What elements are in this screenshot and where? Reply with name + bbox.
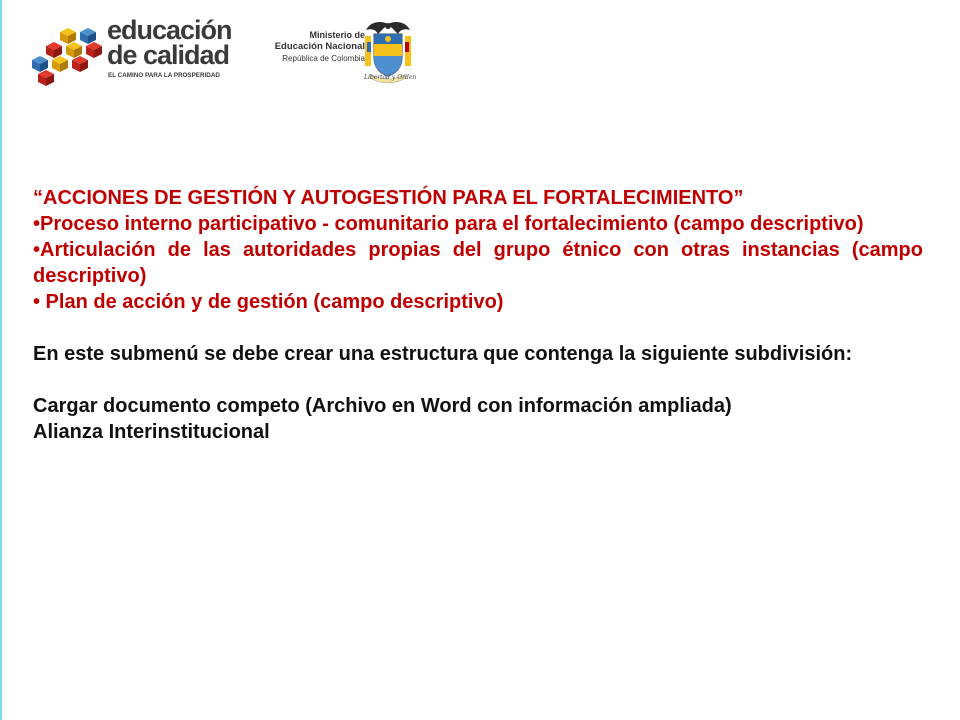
instructions-item-1: Cargar documento competo (Archivo en Word con información ampliada) [33,395,732,417]
shield-motto: Libertad y Orden [364,74,417,81]
brand-tagline: EL CAMINO PARA LA PROSPERIDAD [108,72,220,79]
bullet-item: • Plan de acción y de gestión (campo descriptivo) [33,291,504,313]
brand-line-2: de calidad [107,40,230,70]
instructions-item-2: Alianza Interinstitucional [33,421,270,443]
educacion-de-calidad-logo [30,15,240,84]
bullet-item: •Articulación de las autoridades propias del grupo étnico con otras instancias (campo descriptivo) [33,239,923,287]
colored-cubes-icon [30,28,104,86]
bullet-item: •Proceso interno participativo - comunitario para el fortalecimiento (campo descriptivo) [33,213,864,235]
section-block [33,185,923,315]
ministry-line-2: Educación Nacional [274,41,365,52]
left-border-rule [0,0,2,720]
spacer [33,367,923,393]
slide-content [33,185,923,445]
instructions-paragraph: En este submenú se debe crear una estructura que contenga la siguiente subdivisión: [33,343,853,365]
ministry-line-1: Ministerio de [309,30,365,40]
ministry-logo-text [255,30,365,64]
instructions-block [33,341,923,445]
brand-line-1: educación [107,15,232,45]
ministry-line-3: República de Colombia [282,54,365,63]
section-title: “ACCIONES DE GESTIÓN Y AUTOGESTIÓN PARA EL FORTALECIMIENTO” [33,187,744,209]
